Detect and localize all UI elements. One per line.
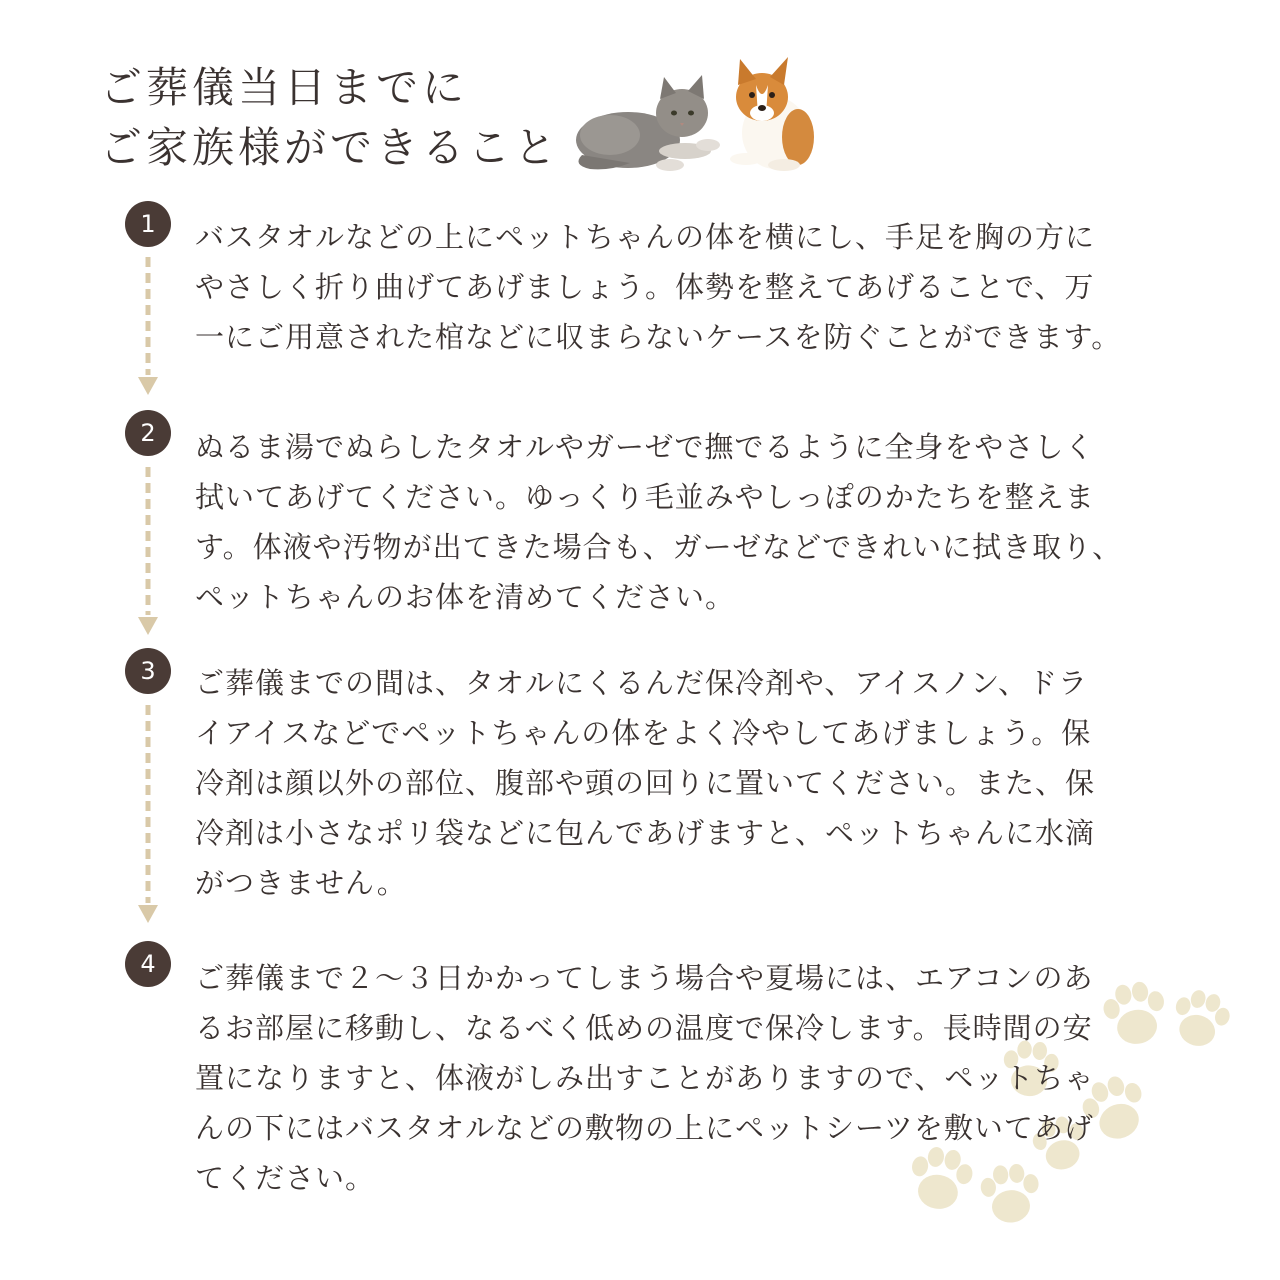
step-text-line: 冷剤は小さなポリ袋などに包んであげますと、ペットちゃんに水滴	[195, 816, 1096, 850]
step-text-line: ご葬儀まで２～３日かかってしまう場合や夏場には、エアコンのあ	[195, 961, 1094, 995]
step-text-line: るお部屋に移動し、なるべく低めの温度で保冷します。長時間の安	[195, 1011, 1093, 1045]
step-text	[195, 658, 1170, 908]
corgi-photo	[730, 57, 814, 171]
title-line: ご家族様ができること	[100, 123, 561, 172]
step-number-badge: 2	[125, 410, 171, 456]
title-line: ご葬儀当日までに	[100, 63, 469, 112]
step-text-line: んの下にはバスタオルなどの敷物の上にペットシーツを敷いてあげ	[195, 1111, 1094, 1145]
step-text-line: がつきません。	[195, 866, 407, 900]
step-text-line: 拭いてあげてください。ゆっくり毛並みやしっぽのかたちを整えま	[195, 480, 1095, 514]
step-text-line: てください。	[195, 1161, 376, 1195]
pets-photo	[570, 55, 830, 180]
step-text	[195, 422, 1170, 622]
page-title	[100, 58, 560, 178]
dashed-arrow-icon	[133, 255, 163, 400]
cat-photo	[576, 75, 720, 171]
step-text-line: 一にご用意された棺などに収まらないケースを防ぐことができます。	[195, 320, 1122, 354]
step-text-line: イアイスなどでペットちゃんの体をよく冷やしてあげましょう。保	[195, 716, 1092, 750]
step-text	[195, 953, 1170, 1203]
step-text-line: す。体液や汚物が出てきた場合も、ガーゼなどできれいに拭き取り、	[195, 530, 1123, 564]
step-text-line: ペットちゃんのお体を清めてください。	[195, 580, 736, 614]
dashed-arrow-icon	[133, 703, 163, 928]
step-text-line: ご葬儀までの間は、タオルにくるんだ保冷剤や、アイスノン、ドラ	[195, 666, 1089, 700]
step-text-line: バスタオルなどの上にペットちゃんの体を横にし、手足を胸の方に	[195, 220, 1096, 254]
step-text	[195, 212, 1170, 362]
step-text-line: やさしく折り曲げてあげましょう。体勢を整えてあげることで、万	[195, 270, 1095, 304]
step-text-line: 冷剤は顔以外の部位、腹部や頭の回りに置いてください。また、保	[195, 766, 1096, 800]
step-number-badge: 1	[125, 201, 171, 247]
step-number-badge: 4	[125, 941, 171, 987]
step-text-line: ぬるま湯でぬらしたタオルやガーゼで撫でるように全身をやさしく	[195, 430, 1095, 464]
dashed-arrow-icon	[133, 465, 163, 640]
step-number-badge: 3	[125, 648, 171, 694]
step-text-line: 置になりますと、体液がしみ出すことがありますので、ペットちゃ	[195, 1061, 1095, 1095]
